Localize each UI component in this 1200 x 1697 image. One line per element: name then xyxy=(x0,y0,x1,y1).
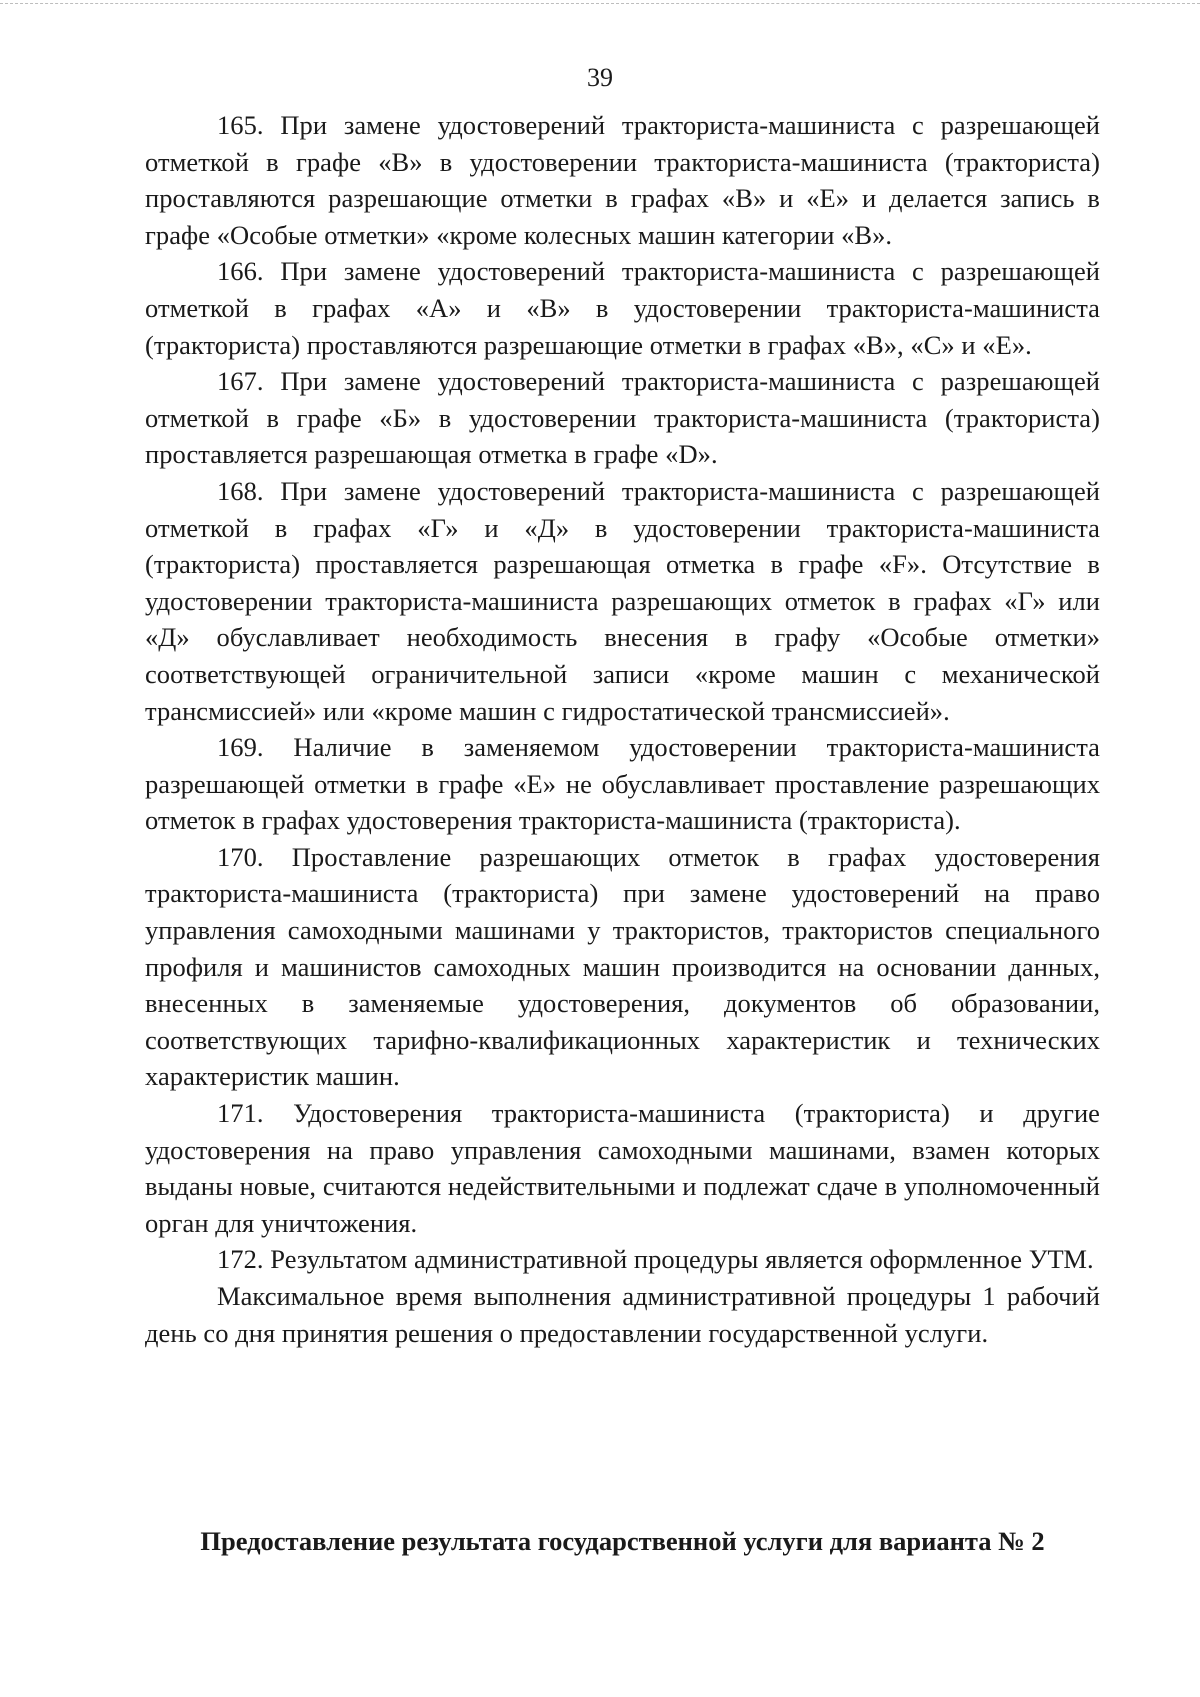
paragraph-171: 171. Удостоверения тракториста-машиниста (тракториста) и другие удостоверения на право управления самоходными машинами, взамен которых выданы новые, считаются недействительными и подлежат сдаче в уполномоченный орган для уничтожения. xyxy=(145,1098,1100,1238)
paragraph-170: 170. Проставление разрешающих отметок в графах удостоверения тракториста-машиниста (тракториста) при замене удостоверений на право управления самоходными машинами у трактористов, трактористов специального профиля и машинистов самоходных машин производится на основании данных, внесенных в заменяемые удостоверения, документов об образовании, соответствующих тарифно-квалификационных характеристик и технических характеристик машин. xyxy=(145,841,1100,1092)
paragraph-172: 172. Результатом административной процедуры является оформленное УТМ. xyxy=(217,1244,1094,1275)
paragraph-169: 169. Наличие в заменяемом удостоверении тракториста-машиниста разрешающей отметки в графе «Е» не обуславливает проставление разрешающих отметок в графах удостоверения тракториста-машиниста (тракториста). xyxy=(145,732,1100,836)
paragraph-max-time: Максимальное время выполнения административной процедуры 1 рабочий день со дня принятия решения о предоставлении государственной услуги. xyxy=(145,1281,1100,1348)
scan-edge-line xyxy=(0,3,1200,4)
paragraph-166: 166. При замене удостоверений тракториста-машиниста с разрешающей отметкой в графах «А» и «В» в удостоверении тракториста-машиниста (тракториста) проставляются разрешающие отметки в графах «В», «С» и «Е». xyxy=(145,256,1100,360)
section-heading: Предоставление результата государственной услуги для варианта № 2 xyxy=(200,1526,1045,1556)
page-number: 39 xyxy=(587,63,613,92)
paragraph-167: 167. При замене удостоверений тракториста-машиниста с разрешающей отметкой в графе «Б» в удостоверении тракториста-машиниста (тракториста) проставляется разрешающая отметка в графе «D». xyxy=(145,366,1100,470)
paragraph-168: 168. При замене удостоверений тракториста-машиниста с разрешающей отметкой в графах «Г» и «Д» в удостоверении тракториста-машиниста (тракториста) проставляется разрешающая отметка в графе «F». Отсутствие в удостоверении тракториста-машиниста разрешающих отметок в графах «Г» или «Д» обуславливает необходимость внесения в графу «Особые отметки» соответствующей ограничительной записи «кроме машин с механической трансмиссией» или «кроме машин с гидростатической трансмиссией». xyxy=(145,475,1100,726)
paragraph-165: 165. При замене удостоверений тракториста-машиниста с разрешающей отметкой в графе «В» в удостоверении тракториста-машиниста (тракториста) проставляются разрешающие отметки в графах «В» и «Е» и делается запись в графе «Особые отметки» «кроме колесных машин категории «В». xyxy=(145,110,1100,250)
document-body xyxy=(145,107,1100,1351)
